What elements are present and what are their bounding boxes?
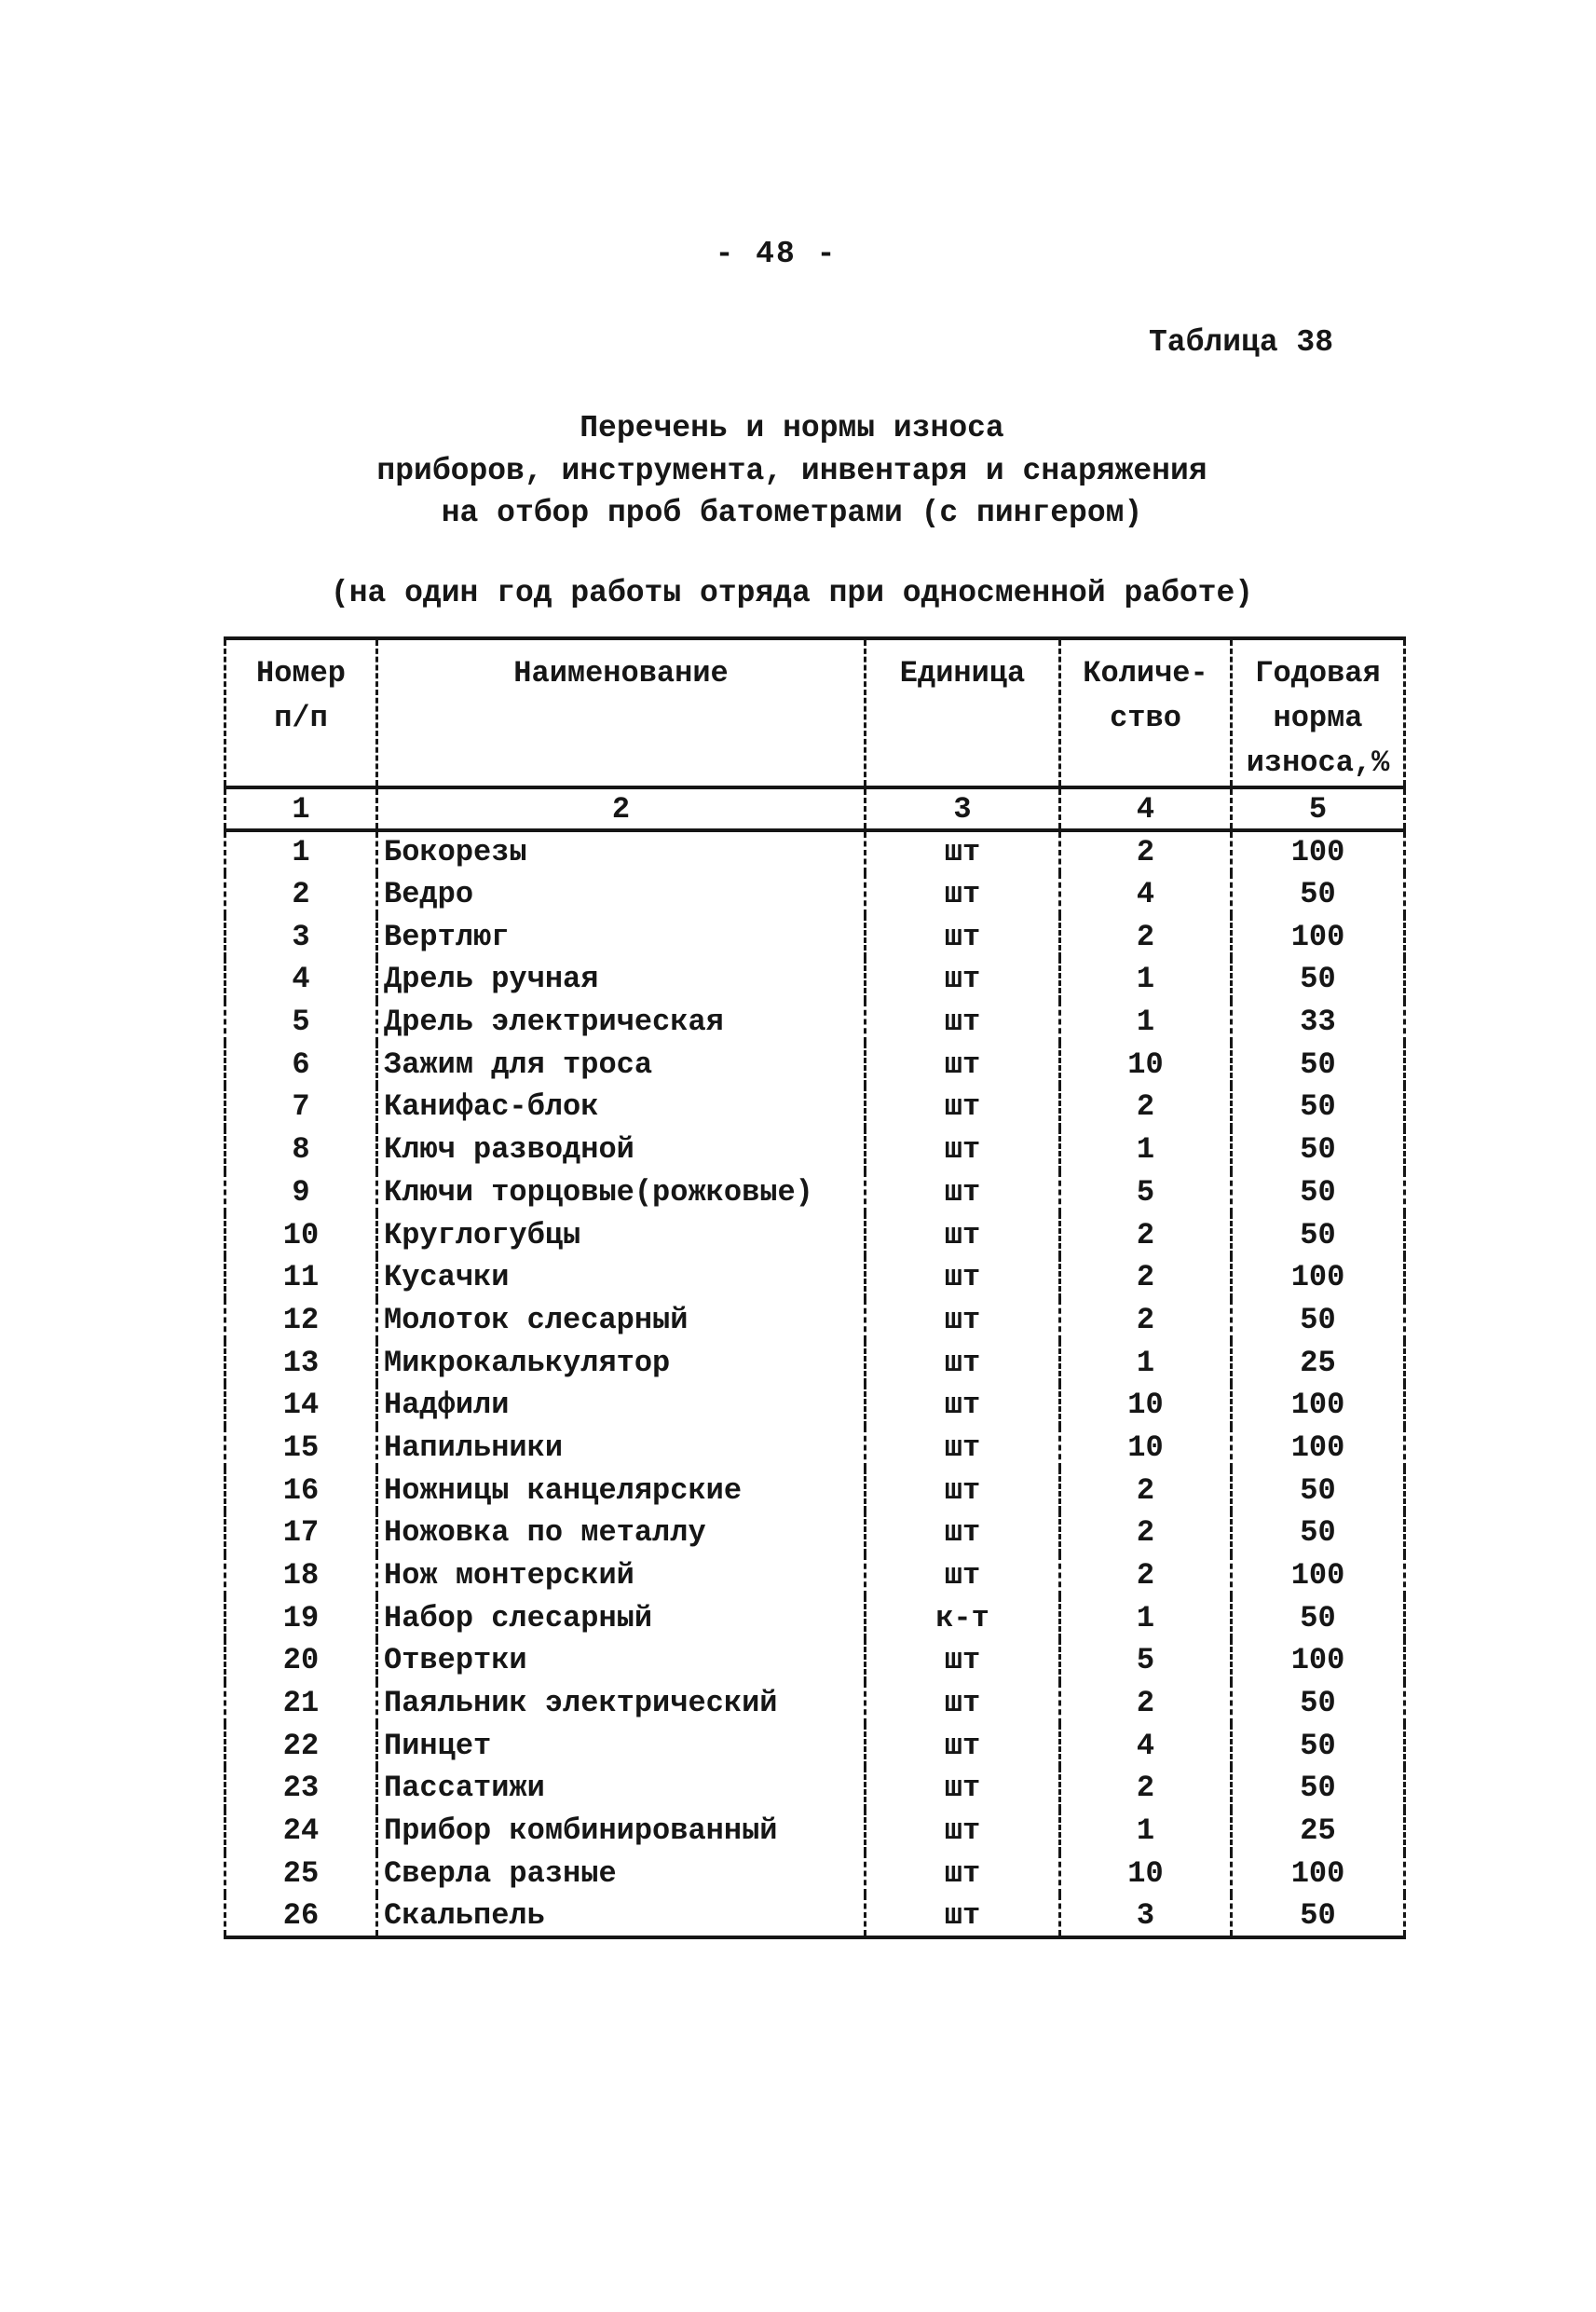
item-name-cell: Нож монтерский [377, 1554, 866, 1597]
row-number-cell: 12 [225, 1299, 377, 1342]
unit-cell: шт [866, 1512, 1060, 1554]
row-number-cell: 16 [225, 1469, 377, 1512]
item-name-cell: Ножовка по металлу [377, 1512, 866, 1554]
unit-cell: шт [866, 1086, 1060, 1129]
table-row [225, 1469, 1405, 1512]
column-number-4: 4 [1060, 787, 1232, 830]
quantity-cell: 5 [1060, 1639, 1232, 1682]
table-row [225, 1086, 1405, 1129]
item-name-cell: Набор слесарный [377, 1596, 866, 1639]
wear-norm-cell: 25 [1232, 1810, 1405, 1853]
table-row [225, 1767, 1405, 1810]
quantity-cell: 2 [1060, 830, 1232, 873]
unit-cell: шт [866, 1043, 1060, 1086]
table-row [225, 1129, 1405, 1171]
item-name-cell: Надфили [377, 1384, 866, 1427]
unit-cell: шт [866, 1001, 1060, 1044]
unit-cell: шт [866, 1895, 1060, 1937]
row-number-cell: 10 [225, 1213, 377, 1256]
table-row [225, 830, 1405, 873]
quantity-cell: 3 [1060, 1895, 1232, 1937]
wear-norm-cell: 33 [1232, 1001, 1405, 1044]
table-row [225, 1341, 1405, 1384]
quantity-cell: 2 [1060, 915, 1232, 958]
row-number-cell: 18 [225, 1554, 377, 1597]
wear-norm-cell: 50 [1232, 1895, 1405, 1937]
table-row [225, 1043, 1405, 1086]
table-row [225, 1724, 1405, 1767]
unit-cell: к-т [866, 1596, 1060, 1639]
unit-cell: шт [866, 915, 1060, 958]
quantity-cell: 10 [1060, 1384, 1232, 1427]
unit-cell: шт [866, 1724, 1060, 1767]
row-number-cell: 23 [225, 1767, 377, 1810]
quantity-cell: 2 [1060, 1512, 1232, 1554]
unit-cell: шт [866, 1767, 1060, 1810]
table-row [225, 1384, 1405, 1427]
wear-norm-cell: 100 [1232, 1639, 1405, 1682]
table-row [225, 1299, 1405, 1342]
table-row [225, 1213, 1405, 1256]
quantity-cell: 10 [1060, 1043, 1232, 1086]
row-number-cell: 20 [225, 1639, 377, 1682]
quantity-cell: 1 [1060, 1341, 1232, 1384]
item-name-cell: Кусачки [377, 1256, 866, 1299]
table-header-row [225, 638, 1405, 787]
wear-norm-cell: 25 [1232, 1341, 1405, 1384]
wear-norm-cell: 50 [1232, 1469, 1405, 1512]
quantity-cell: 4 [1060, 873, 1232, 916]
wear-norm-cell: 50 [1232, 1512, 1405, 1554]
column-number-3: 3 [866, 787, 1060, 830]
wear-norm-cell: 50 [1232, 1129, 1405, 1171]
quantity-cell: 1 [1060, 1129, 1232, 1171]
table-row [225, 1682, 1405, 1725]
unit-cell: шт [866, 958, 1060, 1001]
column-number-5: 5 [1232, 787, 1405, 830]
quantity-cell: 5 [1060, 1171, 1232, 1214]
quantity-cell: 1 [1060, 1001, 1232, 1044]
row-number-cell: 9 [225, 1171, 377, 1214]
table-row [225, 958, 1405, 1001]
item-name-cell: Дрель ручная [377, 958, 866, 1001]
item-name-cell: Паяльник электрический [377, 1682, 866, 1725]
item-name-cell: Ключ разводной [377, 1129, 866, 1171]
col-header-number-line1: Номер [255, 656, 346, 691]
col-header-quantity-line2: ство [1110, 701, 1181, 735]
col-header-name [377, 638, 866, 787]
row-number-cell: 11 [225, 1256, 377, 1299]
item-name-cell: Ведро [377, 873, 866, 916]
wear-norm-cell: 50 [1232, 958, 1405, 1001]
item-name-cell: Микрокалькулятор [377, 1341, 866, 1384]
col-header-quantity-line1: Количе- [1083, 656, 1208, 691]
table-row [225, 1853, 1405, 1895]
item-name-cell: Круглогубцы [377, 1213, 866, 1256]
wear-norm-cell: 50 [1232, 1767, 1405, 1810]
quantity-cell: 1 [1060, 1596, 1232, 1639]
col-header-quantity [1060, 638, 1232, 787]
quantity-cell: 2 [1060, 1469, 1232, 1512]
wear-norm-cell: 100 [1232, 915, 1405, 958]
wear-norm-cell: 50 [1232, 1682, 1405, 1725]
col-header-name-line1: Наименование [513, 656, 729, 691]
col-header-wear-norm-line3: износа,% [1246, 746, 1390, 780]
table-row [225, 1895, 1405, 1937]
column-number-2: 2 [377, 787, 866, 830]
quantity-cell: 2 [1060, 1213, 1232, 1256]
unit-cell: шт [866, 1213, 1060, 1256]
quantity-cell: 10 [1060, 1853, 1232, 1895]
row-number-cell: 3 [225, 915, 377, 958]
quantity-cell: 2 [1060, 1086, 1232, 1129]
row-number-cell: 24 [225, 1810, 377, 1853]
item-name-cell: Скальпель [377, 1895, 866, 1937]
row-number-cell: 2 [225, 873, 377, 916]
quantity-cell: 4 [1060, 1724, 1232, 1767]
table-body [225, 830, 1405, 1937]
doc-subtitle: (на один год работы отряда при односменной работе) [330, 576, 1254, 610]
wear-norm-cell: 50 [1232, 1086, 1405, 1129]
quantity-cell: 2 [1060, 1299, 1232, 1342]
unit-cell: шт [866, 1639, 1060, 1682]
unit-cell: шт [866, 1171, 1060, 1214]
row-number-cell: 21 [225, 1682, 377, 1725]
quantity-cell: 2 [1060, 1767, 1232, 1810]
unit-cell: шт [866, 830, 1060, 873]
row-number-cell: 15 [225, 1427, 377, 1470]
unit-cell: шт [866, 1853, 1060, 1895]
row-number-cell: 5 [225, 1001, 377, 1044]
table-row [225, 873, 1405, 916]
quantity-cell: 2 [1060, 1682, 1232, 1725]
unit-cell: шт [866, 873, 1060, 916]
table-row [225, 1512, 1405, 1554]
item-name-cell: Канифас-блок [377, 1086, 866, 1129]
table-row [225, 1256, 1405, 1299]
col-header-wear-norm [1232, 638, 1405, 787]
unit-cell: шт [866, 1469, 1060, 1512]
quantity-cell: 10 [1060, 1427, 1232, 1470]
col-header-unit-line1: Единица [899, 656, 1026, 691]
page-number: - 48 - [715, 237, 838, 271]
wear-norm-cell: 100 [1232, 1853, 1405, 1895]
row-number-cell: 4 [225, 958, 377, 1001]
row-number-cell: 22 [225, 1724, 377, 1767]
table-row [225, 1810, 1405, 1853]
table-row [225, 1427, 1405, 1470]
column-number-row [225, 787, 1405, 830]
unit-cell: шт [866, 1554, 1060, 1597]
quantity-cell: 1 [1060, 1810, 1232, 1853]
row-number-cell: 25 [225, 1853, 377, 1895]
item-name-cell: Пассатижи [377, 1767, 866, 1810]
table-row [225, 1171, 1405, 1214]
unit-cell: шт [866, 1341, 1060, 1384]
wear-norm-cell: 50 [1232, 1299, 1405, 1342]
table-row [225, 1596, 1405, 1639]
row-number-cell: 19 [225, 1596, 377, 1639]
wear-norm-cell: 50 [1232, 1043, 1405, 1086]
row-number-cell: 26 [225, 1895, 377, 1937]
item-name-cell: Ножницы канцелярские [377, 1469, 866, 1512]
wear-norm-cell: 100 [1232, 1256, 1405, 1299]
item-name-cell: Напильники [377, 1427, 866, 1470]
item-name-cell: Дрель электрическая [377, 1001, 866, 1044]
row-number-cell: 1 [225, 830, 377, 873]
quantity-cell: 1 [1060, 958, 1232, 1001]
item-name-cell: Прибор комбинированный [377, 1810, 866, 1853]
table-row [225, 1001, 1405, 1044]
item-name-cell: Отвертки [377, 1639, 866, 1682]
item-name-cell: Ключи торцовые(рожковые) [377, 1171, 866, 1214]
unit-cell: шт [866, 1129, 1060, 1171]
table-row [225, 915, 1405, 958]
col-header-wear-norm-line1: Годовая [1255, 656, 1381, 691]
item-name-cell: Вертлюг [377, 915, 866, 958]
quantity-cell: 2 [1060, 1256, 1232, 1299]
table-row [225, 1554, 1405, 1597]
unit-cell: шт [866, 1384, 1060, 1427]
item-name-cell: Бокорезы [377, 830, 866, 873]
item-name-cell: Молоток слесарный [377, 1299, 866, 1342]
wear-norm-cell: 50 [1232, 1596, 1405, 1639]
doc-title-line-3: на отбор проб батометрами (с пингером) [441, 496, 1143, 530]
doc-title-line-2: приборов, инструмента, инвентаря и снаряжения [376, 454, 1207, 488]
row-number-cell: 7 [225, 1086, 377, 1129]
row-number-cell: 14 [225, 1384, 377, 1427]
wear-norm-cell: 100 [1232, 1554, 1405, 1597]
row-number-cell: 6 [225, 1043, 377, 1086]
wear-norm-cell: 50 [1232, 1724, 1405, 1767]
wear-norm-cell: 50 [1232, 1213, 1405, 1256]
quantity-cell: 2 [1060, 1554, 1232, 1597]
table-caption-label: Таблица 38 [1149, 325, 1334, 360]
row-number-cell: 8 [225, 1129, 377, 1171]
unit-cell: шт [866, 1427, 1060, 1470]
inventory-table [224, 636, 1406, 1939]
table-row [225, 1639, 1405, 1682]
row-number-cell: 17 [225, 1512, 377, 1554]
wear-norm-cell: 50 [1232, 1171, 1405, 1214]
unit-cell: шт [866, 1682, 1060, 1725]
wear-norm-cell: 100 [1232, 830, 1405, 873]
doc-title-line-1: Перечень и нормы износа [580, 411, 1004, 445]
unit-cell: шт [866, 1299, 1060, 1342]
wear-norm-cell: 100 [1232, 1384, 1405, 1427]
unit-cell: шт [866, 1810, 1060, 1853]
col-header-number [225, 638, 377, 787]
column-number-1: 1 [225, 787, 377, 830]
col-header-wear-norm-line2: норма [1273, 701, 1363, 735]
row-number-cell: 13 [225, 1341, 377, 1384]
wear-norm-cell: 50 [1232, 873, 1405, 916]
item-name-cell: Зажим для троса [377, 1043, 866, 1086]
item-name-cell: Пинцет [377, 1724, 866, 1767]
col-header-number-line2: п/п [274, 701, 328, 735]
unit-cell: шт [866, 1256, 1060, 1299]
col-header-unit [866, 638, 1060, 787]
item-name-cell: Сверла разные [377, 1853, 866, 1895]
wear-norm-cell: 100 [1232, 1427, 1405, 1470]
